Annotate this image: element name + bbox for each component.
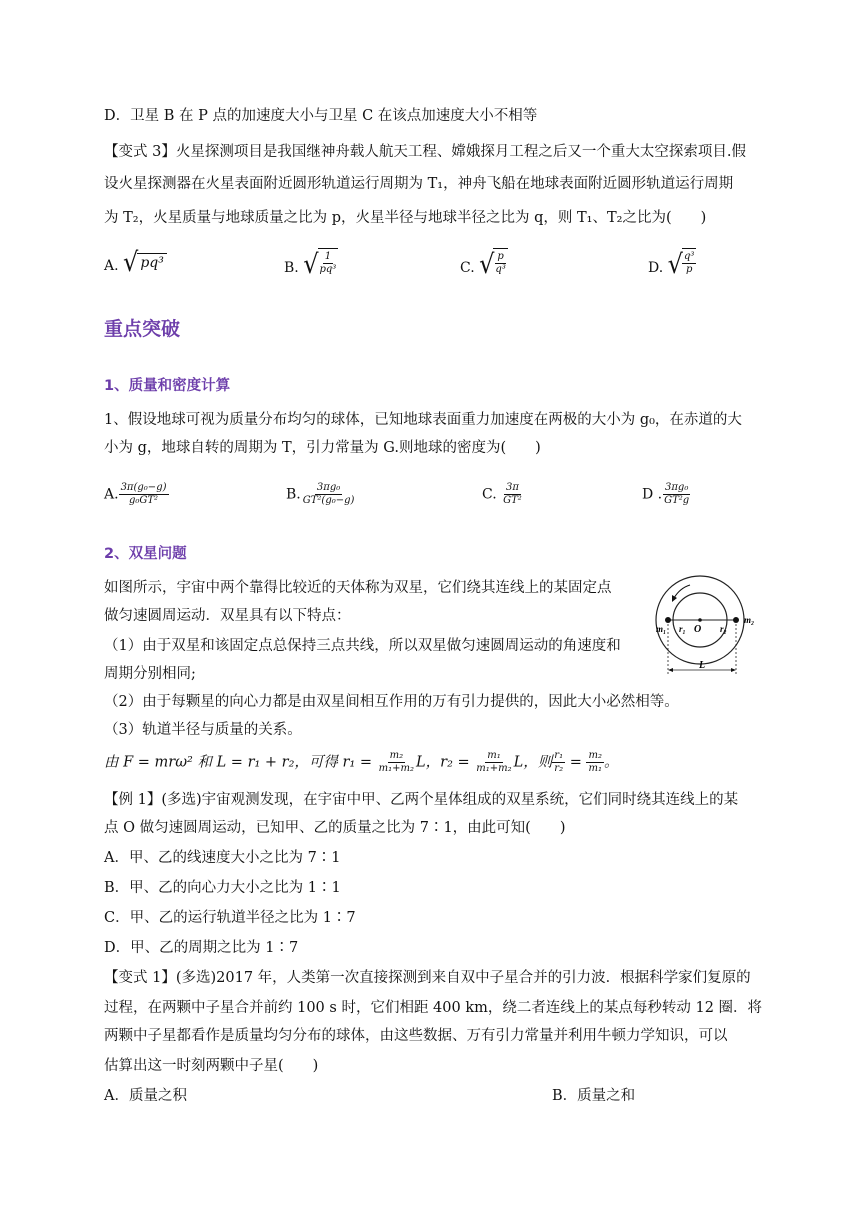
q1-option-b <box>286 482 356 507</box>
fraction-numerator: m₁ <box>487 750 501 761</box>
fraction-numerator: 1 <box>324 251 332 262</box>
variant3-line2: 设火星探测器在火星表面附近圆形轨道运行周期为 T₁，神舟飞船在地球表面附近圆形轨道运行周期 <box>104 176 734 192</box>
sqrt-expression: √ $\frac{1}{\text{pq³}}$ <box>303 248 337 280</box>
fraction-denominator: GT² <box>503 495 522 506</box>
example1-option-a: A．甲、乙的线速度大小之比为 7∶1 <box>104 850 341 866</box>
fraction-numerator: r₁ <box>554 750 564 761</box>
v3-option-c <box>460 248 508 280</box>
formula-text: L，r₂ = <box>416 754 475 771</box>
example1-line1: 【例 1】(多选)宇宙观测发现，在宇宙中甲、乙两个星体组成的双星系统，它们同时绕其连线上的某 <box>104 792 739 808</box>
fraction-numerator: q³ <box>683 251 695 262</box>
variant1-line2: 过程，在两颗中子星合并前约 100 s 时，它们相距 400 km，绕二者连线上的某点每秒转动 12 圈．将 <box>104 1000 763 1016</box>
q1-line2: 小为 g，地球自转的周期为 T，引力常量为 G.则地球的密度为( ) <box>104 440 541 456</box>
option-label: C. <box>482 486 497 503</box>
label-r1: r₁ <box>679 624 686 634</box>
dim-arrow-left <box>668 668 673 672</box>
prev-option-d: D．卫星 B 在 P 点的加速度大小与卫星 C 在该点加速度大小不相等 <box>104 108 538 124</box>
fraction-denominator: p <box>685 264 693 275</box>
fraction-denominator: r₂ <box>554 763 564 774</box>
variant3-line3: 为 T₂，火星质量与地球质量之比为 p，火星半径与地球半径之比为 q，则 T₁、T₂之比为( ) <box>104 210 707 226</box>
double-star-formula <box>104 750 618 775</box>
fraction-numerator: 3π <box>505 482 519 493</box>
option-label: C. <box>460 260 475 276</box>
option-label: D. <box>648 260 664 276</box>
center-point <box>698 618 702 622</box>
variant1-line1: 【变式 1】(多选)2017 年，人类第一次直接探测到来自双中子星合并的引力波．根据科学家们复原的 <box>104 970 751 986</box>
q1-option-a <box>104 482 169 507</box>
fraction-denominator: m₁+m₂ <box>476 763 512 774</box>
fraction-denominator: GT²g <box>664 495 690 506</box>
star-m2 <box>733 617 739 623</box>
example1-option-c: C．甲、乙的运行轨道半径之比为 1∶7 <box>104 910 356 926</box>
section-heading: 重点突破 <box>104 318 181 340</box>
fraction-numerator: m₂ <box>389 750 404 761</box>
v3-option-b <box>284 248 338 280</box>
option-label: A. <box>104 258 119 274</box>
radicand: pq³ <box>137 253 167 272</box>
double-star-p2: 做匀速圆周运动．双星具有以下特点： <box>104 608 351 624</box>
fraction-numerator: p <box>497 251 504 262</box>
fraction-denominator: pq³ <box>319 264 337 275</box>
sqrt-expression: √ $\frac{\text{q³}}{p}$ <box>667 248 695 280</box>
v3-option-a <box>104 246 167 278</box>
variant3-line1: 【变式 3】火星探测项目是我国继神舟载人航天工程、嫦娥探月工程之后又一个重大太空探索项目.假 <box>104 144 746 160</box>
double-star-p4: 周期分别相同; <box>104 666 196 682</box>
variant1-line4: 估算出这一时刻两颗中子星( ) <box>104 1058 319 1074</box>
q1-option-c <box>482 482 524 507</box>
q1-line1: 1、假设地球可视为质量分布均匀的球体，已知地球表面重力加速度在两极的大小为 g₀，在赤道的大 <box>104 412 742 428</box>
formula-text: L，则 <box>513 754 553 771</box>
fraction-denominator: q³ <box>495 264 506 275</box>
star-m1 <box>665 617 671 623</box>
example1-option-d: D．甲、乙的周期之比为 1∶7 <box>104 940 299 956</box>
formula-text: 由 F = mrω² 和 L = r₁ + r₂，可得 r₁ = <box>104 754 377 771</box>
fraction-numerator: 3πg₀ <box>664 482 689 493</box>
arrow-head <box>672 595 677 602</box>
double-star-p6: （3）轨道半径与质量的关系。 <box>104 722 302 738</box>
label-r2: r₂ <box>720 624 727 634</box>
example1-option-b: B．甲、乙的向心力大小之比为 1∶1 <box>104 880 341 896</box>
fraction-denominator: g₀GT² <box>128 495 159 506</box>
label-m2: m₂ <box>744 615 755 625</box>
option-label: D . <box>642 486 663 503</box>
sqrt-expression: √ pq³ <box>123 250 167 274</box>
fraction-numerator: 3πg₀ <box>316 482 341 493</box>
variant1-option-a: A．质量之积 <box>104 1088 187 1104</box>
label-l: L <box>699 660 706 671</box>
option-label: B. <box>286 486 301 503</box>
fraction-denominator: m₁+m₂ <box>378 763 415 774</box>
subheading-double-star: 2、双星问题 <box>104 546 187 562</box>
double-star-p3: （1）由于双星和该固定点总保持三点共线，所以双星做匀速圆周运动的角速度和 <box>104 638 621 654</box>
double-star-diagram <box>650 572 770 690</box>
label-m1: m₁ <box>656 624 667 634</box>
formula-text: 。 <box>603 754 619 771</box>
variant1-line3: 两颗中子星都看作是质量均匀分布的球体，由这些数据、万有引力常量并利用牛顿力学知识，可以 <box>104 1028 728 1044</box>
double-star-p1: 如图所示，宇宙中两个靠得比较近的天体称为双星，它们绕其连线上的某固定点 <box>104 580 612 596</box>
double-star-p5: （2）由于每颗星的向心力都是由双星间相互作用的万有引力提供的，因此大小必然相等。 <box>104 694 679 710</box>
q1-option-d <box>642 482 691 507</box>
fraction-denominator: GT²(g₀−g) <box>302 495 355 506</box>
label-o: O <box>694 624 702 635</box>
sqrt-expression: √ $\frac{p}{\text{q³}}$ <box>479 248 506 280</box>
fraction-numerator: 3π(g₀−g) <box>120 482 167 493</box>
variant1-option-b: B．质量之和 <box>552 1088 636 1104</box>
dim-arrow-right <box>731 668 736 672</box>
example1-line2: 点 O 做匀速圆周运动，已知甲、乙的质量之比为 7∶1，由此可知( ) <box>104 820 566 836</box>
option-label: A. <box>104 486 119 503</box>
fraction-numerator: m₂ <box>588 750 602 761</box>
option-label: B. <box>284 260 299 276</box>
fraction-denominator: m₁ <box>588 763 602 774</box>
subheading-mass-density: 1、质量和密度计算 <box>104 378 231 394</box>
formula-text: = <box>565 754 587 771</box>
v3-option-d <box>648 248 696 280</box>
